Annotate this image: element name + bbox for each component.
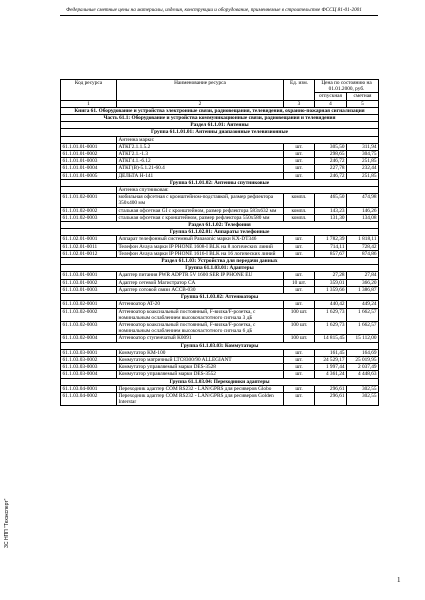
resource-unit: компл. (284, 194, 315, 207)
release-price: 440,42 (315, 301, 347, 308)
resource-name: мобильная офсетная с кронштейном-подставкой, размер рефлектора 350х400 мм (117, 194, 284, 207)
resource-name: Телефон Avaya марки IP PHONE 1616-I BLK на 16 логических линий (117, 250, 284, 257)
resource-code: 61.1.03.02-0004 (61, 335, 117, 342)
resource-code: 61.1.01.01-0003 (61, 158, 117, 165)
section-heading: Раздел 61.1.03: Устройства для передачи данных (61, 258, 379, 265)
table-row (61, 321, 379, 334)
resource-name: АТКГ4.1.-6.12 (117, 158, 284, 165)
resource-code: 61.1.01.01-0001 (61, 143, 117, 150)
release-price: 24 529,17 (315, 356, 347, 363)
resource-name: Адаптер сотовой связи ACCB-030 (117, 286, 284, 293)
book-title: Книга 61. Оборудование и устройства электронные связи, радиовещания, телевидения, охранно-пожарная сигнализация (61, 107, 379, 114)
group-heading: Группа 61.1.03.04: Переходники адаптеры (61, 378, 379, 385)
estimate-price: 1 662,57 (347, 321, 379, 334)
table-row (61, 349, 379, 356)
page-number: 1 (397, 576, 401, 584)
group-heading: Группа 61.1.01.01: Антенны диапазонные телевизионные (61, 129, 379, 136)
table-header-row (61, 80, 379, 93)
release-price: 246,72 (315, 158, 347, 165)
estimate-price: 15 112,00 (347, 335, 379, 342)
estimate-price: 251,85 (347, 158, 379, 165)
resource-code: 61.1.01.01-0004 (61, 165, 117, 172)
resource-unit: компл. (284, 214, 315, 221)
table-row (61, 194, 379, 207)
table-row (61, 392, 379, 405)
release-price: 131,30 (315, 214, 347, 221)
resource-unit: шт. (284, 250, 315, 257)
release-price: 1 782,39 (315, 236, 347, 243)
resource-code: 61.1.01.02-0001 (61, 194, 117, 207)
estimate-price: 304,75 (347, 151, 379, 158)
group-heading: Группа 61.1.02.01: Аппараты телефонные (61, 229, 379, 236)
column-number: 5 (347, 100, 379, 107)
table-row (61, 335, 379, 342)
estimate-price: 146,26 (347, 207, 379, 214)
column-number: 3 (284, 100, 315, 107)
resource-code: 61.1.03.03-0004 (61, 371, 117, 378)
resource-code: 61.1.03.04-0001 (61, 385, 117, 392)
resource-unit: компл. (284, 207, 315, 214)
resource-unit: 100 шт. (284, 308, 315, 321)
resource-code: 61.1.03.01-0002 (61, 279, 117, 286)
estimate-price: 449,24 (347, 301, 379, 308)
resource-name: Переходник адаптер COM RS232 - LAN/GPRS для ресиверов Globo (117, 385, 284, 392)
resource-name: Аттенюатор ступенчатый K0091 (117, 335, 284, 342)
col-unit-header: Ед. изм. (284, 80, 315, 101)
estimate-price: 311,94 (347, 143, 379, 150)
table-row (61, 236, 379, 243)
column-number: 4 (315, 100, 347, 107)
group-heading: Группа 61.1.01.02: Антенны спутниковые (61, 179, 379, 186)
resource-code: 61.1.01.01-0002 (61, 151, 117, 158)
resource-code: 61.1.03.03-0001 (61, 349, 117, 356)
resource-unit: шт. (284, 165, 315, 172)
table-row (61, 356, 379, 363)
resource-code: 61.1.03.02-0003 (61, 321, 117, 334)
table-row (61, 279, 379, 286)
resource-name: стальная офсетная GI с кронштейном, размер рефлектора 583х632 мм (117, 207, 284, 214)
estimate-price: 1 818,11 (347, 236, 379, 243)
resource-unit: шт. (284, 385, 315, 392)
release-price: 465,50 (315, 194, 347, 207)
release-price: 27,28 (315, 272, 347, 279)
release-price: 296,61 (315, 385, 347, 392)
resource-name: АТКГ2.1.1.5.2 (117, 143, 284, 150)
resource-code: 61.1.03.02-0001 (61, 301, 117, 308)
resource-unit: шт. (284, 236, 315, 243)
release-price: 4 361,24 (315, 371, 347, 378)
table-row (61, 165, 379, 172)
col-name-header: Наименование ресурса (117, 80, 284, 101)
table-row (61, 301, 379, 308)
resource-name: Коммутатор управляемый марки DES-3552 (117, 371, 284, 378)
release-price: 1 359,66 (315, 286, 347, 293)
resource-code: 61.1.03.04-0002 (61, 392, 117, 405)
resource-name: Коммутатор KM-100 (117, 349, 284, 356)
estimate-price: 164,69 (347, 349, 379, 356)
estimate-price: 134,08 (347, 214, 379, 221)
resource-code: 61.1.03.03-0003 (61, 364, 117, 371)
resource-code: 61.1.03.02-0002 (61, 308, 117, 321)
resource-unit: шт. (284, 392, 315, 405)
group-heading: Группа 61.1.03.03: Коммутаторы (61, 342, 379, 349)
resource-unit: шт. (284, 272, 315, 279)
resource-name: Адаптер питания PWR ADPTR 5V 1600 SER IP PHONE EU (117, 272, 284, 279)
running-header: Федеральные сметные цены на материалы, изделия, конструкции и оборудование, применяемые в строительстве ФССЦ 81-01-2001 (66, 7, 362, 13)
table-row (61, 151, 379, 158)
group-note: Антенна спутниковая: (117, 187, 379, 194)
resource-unit: шт. (284, 158, 315, 165)
resource-code: 61.1.01.01-0005 (61, 172, 117, 179)
estimate-price: 27,84 (347, 272, 379, 279)
resource-code: 61.1.03.01-0003 (61, 286, 117, 293)
resource-unit: шт. (284, 172, 315, 179)
resource-name: Аттенюатор коаксиальный постоянный, F-вилка/F-розетка, с номинальным ослаблением высокочастотного сигнала 6 дБ (117, 321, 284, 334)
resource-code: 61.1.01.02-0002 (61, 207, 117, 214)
price-table (60, 79, 379, 406)
resource-name: Адаптер сетевой Магистратор CA (117, 279, 284, 286)
resource-code: 61.1.01.02-0003 (61, 214, 117, 221)
part-title: Часть 61.1: Оборудование и устройства коммуникационные связи, радиовещания и телевидения (61, 115, 379, 122)
release-price: 1 997,44 (315, 364, 347, 371)
table-row (61, 371, 379, 378)
table-row (61, 364, 379, 371)
estimate-price: 232,44 (347, 165, 379, 172)
col-code-header: Код ресурса (61, 80, 117, 101)
resource-name: Аппарат телефонный системный Panasonic марки KX-DT346 (117, 236, 284, 243)
section-heading: Раздел 61.1.02: Телефония (61, 222, 379, 229)
resource-unit: шт. (284, 151, 315, 158)
resource-name: Телефон Avaya марки IP PHONE 1608-I BLK на 8 логических линий (117, 243, 284, 250)
table-row (61, 207, 379, 214)
release-price: 714,11 (315, 243, 347, 250)
column-number: 1 (61, 100, 117, 107)
resource-unit: 100 шт. (284, 321, 315, 334)
estimate-price: 728,42 (347, 243, 379, 250)
release-price: 161,45 (315, 349, 347, 356)
col-estimate-header: сметная (347, 93, 379, 100)
resource-code: 61.1.03.01-0001 (61, 272, 117, 279)
resource-name: АТКГ2.1.-1.3 (117, 151, 284, 158)
resource-code: 61.1.02.01-0012 (61, 250, 117, 257)
resource-name: Переходник адаптер COM RS232 - LAN/GPRS для ресиверов Golden Interstar (117, 392, 284, 405)
release-price: 1 629,73 (315, 308, 347, 321)
release-price: 298,65 (315, 151, 347, 158)
estimate-price: 251,85 (347, 172, 379, 179)
release-price: 246,72 (315, 172, 347, 179)
column-number-row (61, 100, 379, 107)
table-row (61, 286, 379, 293)
estimate-price: 25 019,95 (347, 356, 379, 363)
section-heading: Раздел 61.1.01: Антенны (61, 122, 379, 129)
table-row (61, 158, 379, 165)
estimate-price: 1 386,87 (347, 286, 379, 293)
header-rule (60, 15, 378, 16)
release-price: 1 629,73 (315, 321, 347, 334)
estimate-price: 4 448,63 (347, 371, 379, 378)
release-price: 359,01 (315, 279, 347, 286)
table-row (61, 172, 379, 179)
table-row (61, 385, 379, 392)
estimate-price: 366,20 (347, 279, 379, 286)
group-heading: Группа 61.1.03.01: Адаптеры (61, 265, 379, 272)
resource-unit: шт. (284, 143, 315, 150)
column-number: 2 (117, 100, 284, 107)
estimate-price: 302,55 (347, 385, 379, 392)
release-price: 296,61 (315, 392, 347, 405)
col-price-group-header: Цена по состоянию на 01.01.2000, руб. (315, 80, 379, 93)
resource-name: Коммутатор управляемый марки DES-3528 (117, 364, 284, 371)
resource-name: стальная офсетная с кронштейном, размер рефлектора 550х580 мм (117, 214, 284, 221)
group-heading: Группа 61.1.03.02: Аттенюаторы (61, 294, 379, 301)
resource-code: 61.1.03.03-0002 (61, 356, 117, 363)
resource-name: Аттенюатор коаксиальный постоянный, F-вилка/F-розетка, с номинальным ослаблением высокочастотного сигнала 3 дБ (117, 308, 284, 321)
estimate-price: 874,86 (347, 250, 379, 257)
col-release-header: отпускная (315, 93, 347, 100)
release-price: 143,23 (315, 207, 347, 214)
table-row (61, 250, 379, 257)
resource-unit: шт. (284, 349, 315, 356)
resource-unit: шт. (284, 301, 315, 308)
estimate-price: 2 037,49 (347, 364, 379, 371)
estimate-price: 474,98 (347, 194, 379, 207)
resource-unit: шт. (284, 286, 315, 293)
resource-code: 61.1.02.01-0011 (61, 243, 117, 250)
release-price: 14 815,45 (315, 335, 347, 342)
release-price: 305,50 (315, 143, 347, 150)
table-row (61, 143, 379, 150)
resource-unit: шт. (284, 364, 315, 371)
table-row (61, 214, 379, 221)
resource-unit: 100 шт. (284, 335, 315, 342)
resource-unit: шт. (284, 356, 315, 363)
resource-unit: 10 шт. (284, 279, 315, 286)
table-row (61, 272, 379, 279)
release-price: 857,67 (315, 250, 347, 257)
estimate-price: 302,55 (347, 392, 379, 405)
estimate-price: 1 662,57 (347, 308, 379, 321)
publisher-side-note: ЗС НПП "Техэксперт" (4, 498, 10, 548)
resource-name: Коммутатор матричный LTC8300/90 ALLEGIANT (117, 356, 284, 363)
resource-unit: шт. (284, 371, 315, 378)
resource-name: Аттенюатор AT-20 (117, 301, 284, 308)
resource-name: АТКГ(В)-5.1.21-60.4 (117, 165, 284, 172)
group-note: Антенна марки: (117, 136, 379, 143)
table-row (61, 243, 379, 250)
release-price: 227,78 (315, 165, 347, 172)
resource-code: 61.1.02.01-0001 (61, 236, 117, 243)
resource-unit: шт. (284, 243, 315, 250)
resource-name: ДЕЛЬТА Н-141 (117, 172, 284, 179)
table-row (61, 308, 379, 321)
